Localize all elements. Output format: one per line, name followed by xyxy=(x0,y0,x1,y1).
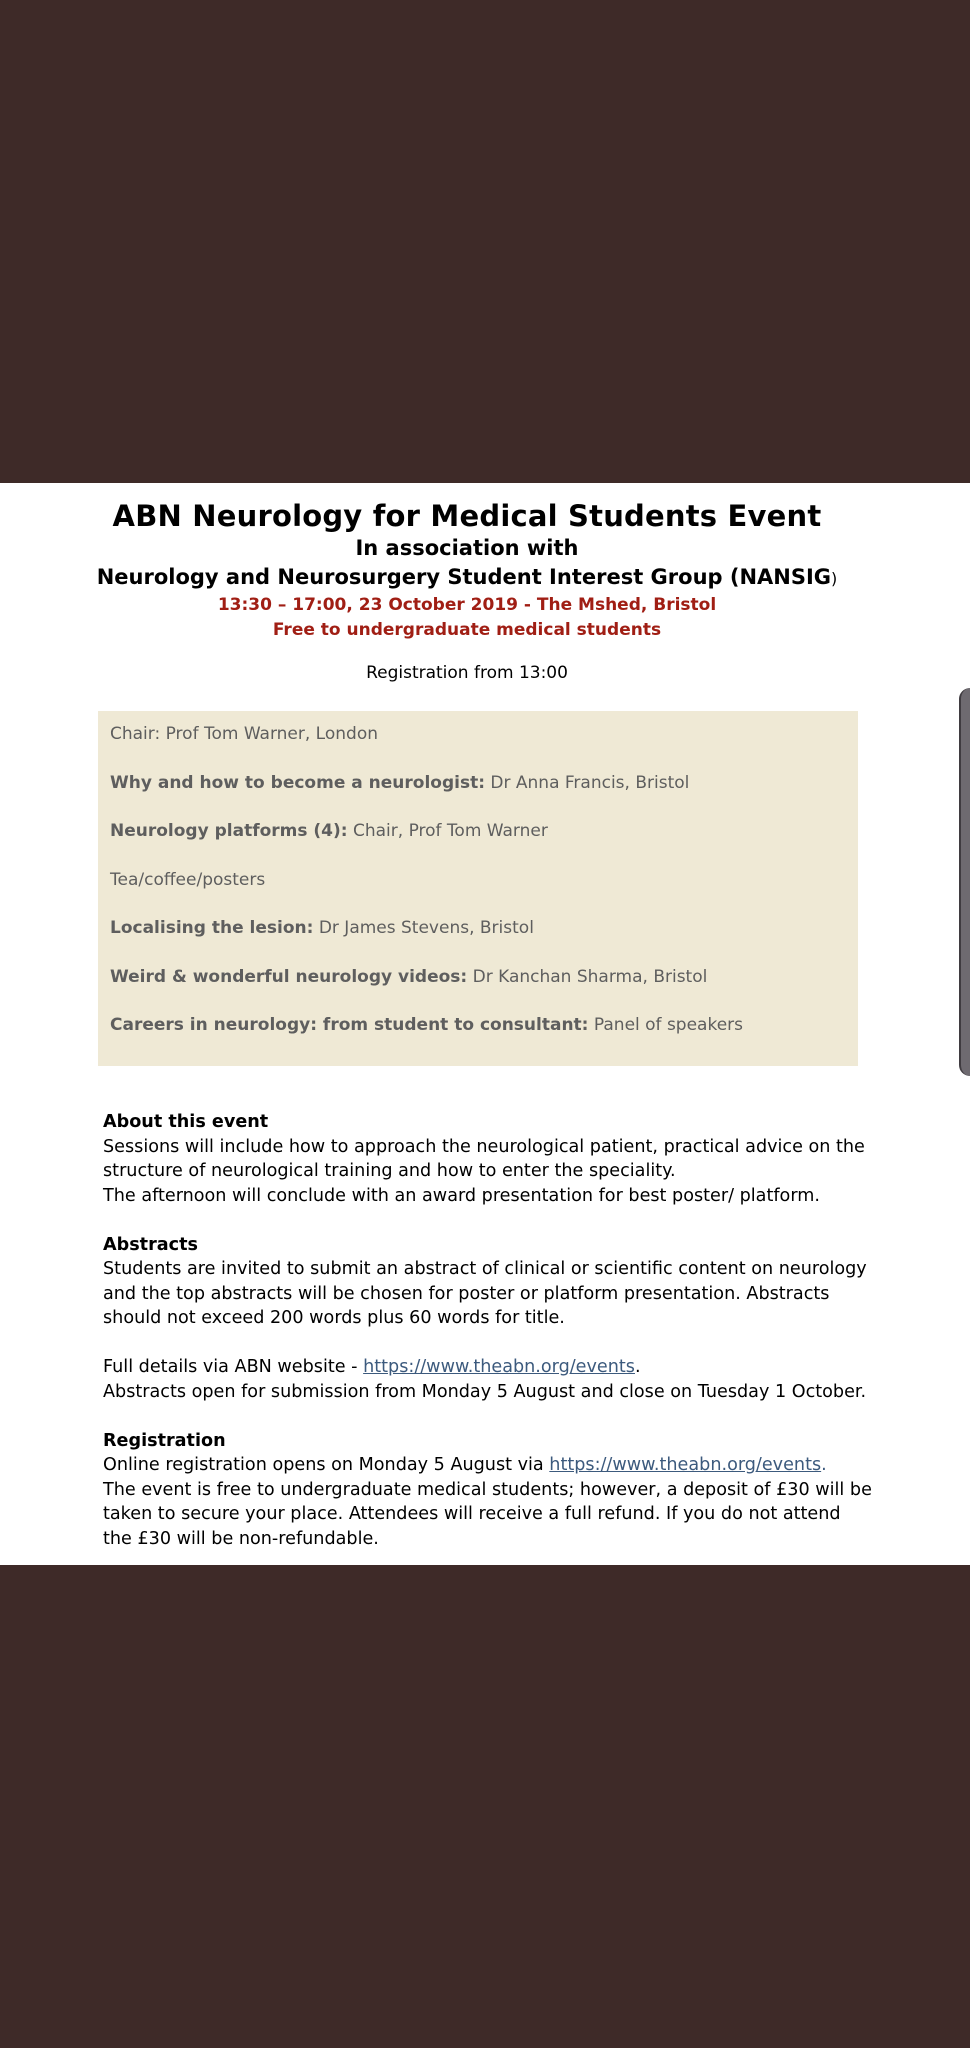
event-price-note: Free to undergraduate medical students xyxy=(272,620,662,640)
programme-box xyxy=(98,711,858,1066)
programme-item-title: Localising the lesion: xyxy=(110,918,314,938)
organisation-name xyxy=(0,563,934,593)
programme-item xyxy=(110,819,846,843)
event-header xyxy=(0,498,934,643)
about-conclusion-text: The afternoon will conclude with an award presentation for best poster/ platform. xyxy=(103,1185,820,1206)
programme-item-title: Why and how to become a neurologist: xyxy=(110,772,485,793)
abstracts-heading: Abstracts xyxy=(103,1234,198,1255)
programme-item xyxy=(110,916,846,940)
programme-item-detail: Dr James Stevens, Bristol xyxy=(313,918,534,938)
abstracts-text: Students are invited to submit an abstract of clinical or scientific content on neurology and the top abstracts will be chosen for poster or platform presentation. Abstracts should not exceed 200 words plus 60 words for title. xyxy=(103,1259,867,1328)
registration-deposit-text: The event is free to undergraduate medical students; however, a deposit of £30 will be taken to secure your place. Attendees will receive a full refund. If you do not attend the £30 will be non-refundable. xyxy=(103,1479,872,1549)
registration-heading: Registration xyxy=(103,1430,226,1451)
organisation-name-text: Neurology and Neurosurgery Student Interest Group (NANSIG xyxy=(96,565,832,589)
association-subtitle: In association with xyxy=(355,536,579,560)
programme-item-title: Careers in neurology: from student to consultant: xyxy=(110,1015,589,1035)
organisation-close-paren: ) xyxy=(831,569,838,588)
registration-link[interactable]: https://www.theabn.org/events xyxy=(549,1455,822,1475)
registration-online xyxy=(103,1453,873,1478)
programme-item-title: Neurology platforms (4): xyxy=(110,821,348,841)
registration-online-prefix: Online registration opens on Monday 5 August via xyxy=(103,1455,550,1475)
programme-item-title: Weird & wonderful neurology videos: xyxy=(110,966,468,987)
programme-item-detail: Panel of speakers xyxy=(588,1015,744,1035)
spacer xyxy=(103,1331,873,1356)
abstracts-details-prefix: Full details via ABN website - xyxy=(103,1357,364,1377)
programme-item xyxy=(110,1013,846,1037)
programme-chair: Chair: Prof Tom Warner, London xyxy=(110,724,378,744)
spacer xyxy=(103,1404,873,1429)
abn-events-link[interactable]: https://www.theabn.org/events xyxy=(363,1357,635,1377)
event-flyer-page xyxy=(0,483,970,1565)
registration-time: Registration from 13:00 xyxy=(366,663,568,683)
programme-item-detail: Dr Kanchan Sharma, Bristol xyxy=(467,966,708,987)
registration-online-suffix: . xyxy=(821,1455,827,1475)
bottom-background xyxy=(0,1565,970,2048)
about-sessions-text: Sessions will include how to approach the neurological patient, practical advice on the structure of neurological training and how to enter the speciality. xyxy=(103,1136,865,1181)
spacer xyxy=(103,1208,873,1233)
programme-item-detail: Tea/coffee/posters xyxy=(110,869,266,890)
scrollbar-handle[interactable] xyxy=(959,688,970,1076)
top-background xyxy=(0,0,970,483)
programme-item-detail: Chair, Prof Tom Warner xyxy=(347,821,548,841)
programme-item-detail: Dr Anna Francis, Bristol xyxy=(485,772,690,793)
programme-item xyxy=(110,771,846,795)
abstracts-details-suffix: . xyxy=(634,1357,641,1377)
abstracts-open-dates: Abstracts open for submission from Monday 5 August and close on Tuesday 1 October. xyxy=(103,1381,867,1402)
event-description xyxy=(103,1110,873,1551)
programme-item xyxy=(110,868,846,892)
programme-item xyxy=(110,965,846,989)
event-title: ABN Neurology for Medical Students Event xyxy=(112,499,822,533)
about-heading: About this event xyxy=(103,1112,269,1132)
abstracts-details xyxy=(103,1355,873,1380)
event-date-location: 13:30 – 17:00, 23 October 2019 - The Mshed, Bristol xyxy=(217,595,717,615)
